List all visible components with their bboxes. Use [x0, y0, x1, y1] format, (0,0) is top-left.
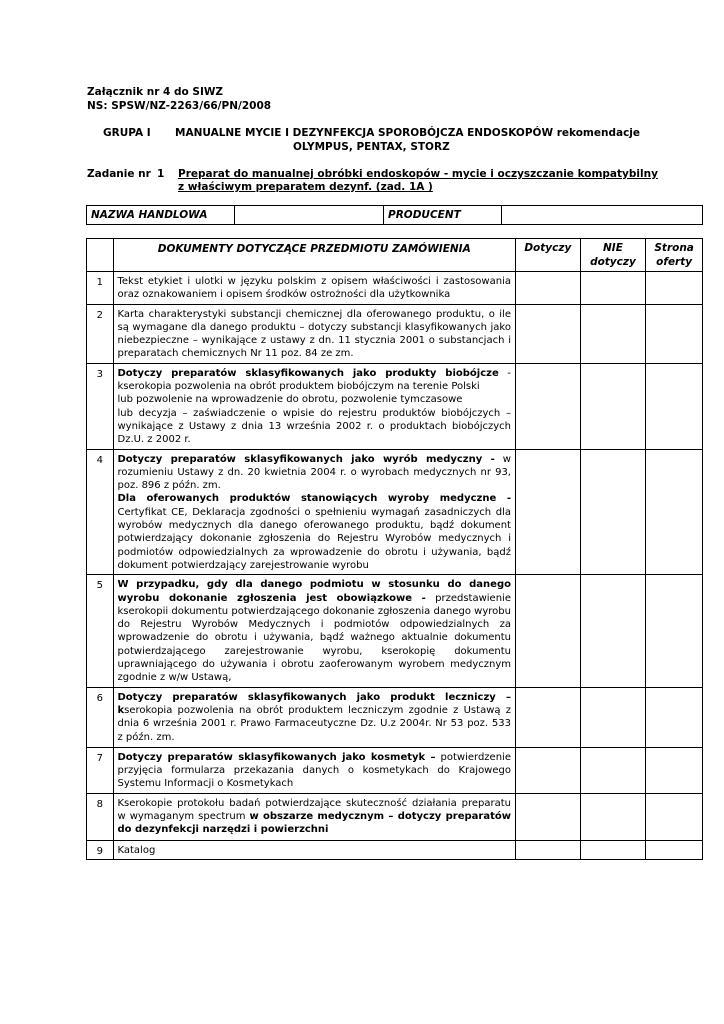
description-text: W przypadku, gdy dla danego podmiotu w stosunku do danego wyrobu dokonanie zgłoszenia jest obowiązkowe -	[117, 579, 511, 604]
dotyczy-cell[interactable]	[515, 687, 580, 747]
strona-oferty-cell[interactable]	[646, 363, 703, 449]
row-number: 7	[87, 747, 114, 793]
strona-oferty-cell[interactable]	[646, 687, 703, 747]
strona-oferty-cell[interactable]	[646, 575, 703, 687]
col-strona-line1: Strona	[654, 242, 694, 254]
table-row	[87, 687, 703, 747]
row-description	[113, 793, 515, 840]
strona-oferty-cell[interactable]	[646, 793, 703, 840]
header-number-cell	[87, 239, 114, 272]
table-row	[87, 449, 703, 575]
task-label: Zadanie nr	[87, 168, 151, 180]
description-text: - kserokopia pozwolenia na obrót produktem biobójczym na terenie Polski	[117, 367, 511, 393]
col-nie-line1: NIE	[603, 242, 623, 254]
col-nie-line2: dotyczy	[590, 256, 636, 268]
nie-dotyczy-cell[interactable]	[580, 840, 646, 859]
documents-table	[86, 238, 703, 860]
col-strona-oferty	[646, 239, 703, 272]
description-text: Kserokopie protokołu badań potwierdzające skuteczność działania preparatu w wymaganym spectrum	[117, 797, 511, 822]
table-row	[87, 363, 703, 449]
strona-oferty-cell[interactable]	[646, 304, 703, 363]
row-description	[113, 272, 515, 305]
nie-dotyczy-cell[interactable]	[580, 272, 646, 305]
dotyczy-cell[interactable]	[515, 304, 580, 363]
dotyczy-cell[interactable]	[515, 575, 580, 687]
group-label: GRUPA I	[103, 127, 151, 139]
product-info-table	[86, 205, 703, 225]
group-subtitle: OLYMPUS, PENTAX, STORZ	[293, 141, 450, 153]
description-text: Katalog	[117, 844, 156, 856]
strona-oferty-cell[interactable]	[646, 449, 703, 575]
table-row	[87, 747, 703, 793]
row-number: 1	[87, 272, 114, 305]
strona-oferty-cell[interactable]	[646, 840, 703, 859]
table-row	[87, 575, 703, 687]
description-text: w obszarze medycznym – dotyczy preparatów do dezynfekcji narzędzi i powierzchni	[117, 810, 511, 836]
description-text: lub decyzja – zaświadczenie o wpisie do rejestru produktów biobójczych – wynikające z Ustawy z dnia 13 września 2002 r. o produktach biobójczych Dz.U. z 2002 r.	[117, 407, 511, 446]
nie-dotyczy-cell[interactable]	[580, 747, 646, 793]
description-text: lub pozwolenie na wprowadzenie do obrotu, pozwolenie tymczasowe	[117, 394, 463, 406]
col-strona-line2: oferty	[656, 256, 693, 268]
description-text: Certyfikat CE, Deklaracja zgodności o spełnieniu wymagań zasadniczych dla wyrobów medycznych dla danego oferowanego produktu, bądź dokument potwierdzający dokonanie zgłoszenia do Rejestru Wyrobów medycznych i podmiotów odpowiedzialnych za wprowadzenie do obrotu i używania, bądź dokument potwierdzający zarejestrowanie wyrobu	[117, 506, 511, 571]
description-text: Dotyczy preparatów sklasyfikowanych jako wyrób medyczny -	[117, 453, 495, 465]
nie-dotyczy-cell[interactable]	[580, 363, 646, 449]
row-description	[113, 363, 515, 449]
row-number: 3	[87, 363, 114, 449]
row-number: 2	[87, 304, 114, 363]
producer-field[interactable]	[502, 206, 703, 225]
dotyczy-cell[interactable]	[515, 840, 580, 859]
dotyczy-cell[interactable]	[515, 747, 580, 793]
description-text: przedstawienie kserokopii dokumentu potwierdzającego dokonanie zgłoszenia danego wyrobu do Rejestru Wyrobów Medycznych i podmiotów odpowiedzialnych za wprowadzenie do obrotu i używania, bądź ważnego aktualnie dokumentu potwierdzającego zarejestrowanie wyrobu, kserokopię dokumentu uprawniającego do używania i obrotu zaoferowanym wyrobem medycznym zgodnie z w/w Ustawą,	[117, 592, 511, 684]
strona-oferty-cell[interactable]	[646, 272, 703, 305]
task-number: 1	[157, 168, 165, 180]
description-text: serokopia pozwolenia na obrót produktem leczniczym zgodnie z Ustawą z dnia 6 września 2001 r. Prawo Farmaceutyczne Dz. U.z 2004r. Nr 53 poz. 533 z późn. zm.	[117, 704, 511, 743]
nie-dotyczy-cell[interactable]	[580, 687, 646, 747]
description-text: Tekst etykiet i ulotki w języku polskim z opisem właściwości i zastosowania oraz oznakowaniem i opisem środków ostrożności dla użytkownika	[117, 276, 511, 301]
dotyczy-cell[interactable]	[515, 363, 580, 449]
row-description	[113, 304, 515, 363]
dotyczy-cell[interactable]	[515, 793, 580, 840]
row-number: 6	[87, 687, 114, 747]
documents-header-row	[87, 239, 703, 272]
trade-name-field[interactable]	[235, 206, 384, 225]
table-row	[87, 793, 703, 840]
nie-dotyczy-cell[interactable]	[580, 304, 646, 363]
description-text: Dla oferowanych produktów stanowiących wyroby medyczne -	[117, 493, 511, 505]
description-text: Dotyczy preparatów sklasyfikowanych jako produkty biobójcze	[117, 367, 499, 379]
description-text: Dotyczy preparatów sklasyfikowanych jako kosmetyk –	[117, 751, 436, 763]
trade-name-label: NAZWA HANDLOWA	[87, 206, 235, 225]
col-dotyczy: Dotyczy	[515, 239, 580, 272]
nie-dotyczy-cell[interactable]	[580, 793, 646, 840]
dotyczy-cell[interactable]	[515, 272, 580, 305]
row-number: 5	[87, 575, 114, 687]
row-number: 9	[87, 840, 114, 859]
row-description	[113, 575, 515, 687]
producer-label: PRODUCENT	[384, 206, 502, 225]
table-row	[87, 304, 703, 363]
description-text: w rozumieniu Ustawy z dn. 20 kwietnia 2004 r. o wyrobach medycznych nr 93, poz. 896 z późn. zm.	[117, 453, 511, 492]
table-row	[87, 272, 703, 305]
group-title: MANUALNE MYCIE I DEZYNFEKCJA SPOROBÓJCZA ENDOSKOPÓW rekomendacje	[175, 127, 641, 139]
nie-dotyczy-cell[interactable]	[580, 575, 646, 687]
description-text: potwierdzenie przyjęcia formularza przekazania danych o kosmetykach do Krajowego Systemu Informacji o Kosmetykach	[117, 751, 511, 790]
documents-title: DOKUMENTY DOTYCZĄCE PRZEDMIOTU ZAMÓWIENIA	[113, 239, 515, 272]
row-description	[113, 840, 515, 859]
attachment-label: Załącznik nr 4 do SIWZ	[87, 86, 224, 98]
task-description-line1: Preparat do manualnej obróbki endoskopów - mycie i oczyszczanie kompatybilny	[178, 168, 658, 180]
table-row	[87, 840, 703, 859]
nie-dotyczy-cell[interactable]	[580, 449, 646, 575]
row-number: 8	[87, 793, 114, 840]
dotyczy-cell[interactable]	[515, 449, 580, 575]
description-text: Dotyczy preparatów sklasyfikowanych jako produkt leczniczy – k	[117, 691, 511, 716]
reference-number: NS: SPSW/NZ-2263/66/PN/2008	[87, 100, 272, 112]
col-nie-dotyczy	[580, 239, 646, 272]
strona-oferty-cell[interactable]	[646, 747, 703, 793]
row-description	[113, 449, 515, 575]
description-text: Karta charakterystyki substancji chemicznej dla oferowanego produktu, o ile są wymagane dla danego produktu – dotyczy substancji klasyfikowanych jako niebezpieczne – wynikające z ustawy z dn. 11 stycznia 2001 o substancjach i preparatach chemicznych Nr 11 poz. 84 ze zm.	[117, 308, 511, 360]
row-number: 4	[87, 449, 114, 575]
row-description	[113, 687, 515, 747]
task-description-line2: z właściwym preparatem dezynf. (zad. 1A )	[178, 181, 433, 193]
row-description	[113, 747, 515, 793]
